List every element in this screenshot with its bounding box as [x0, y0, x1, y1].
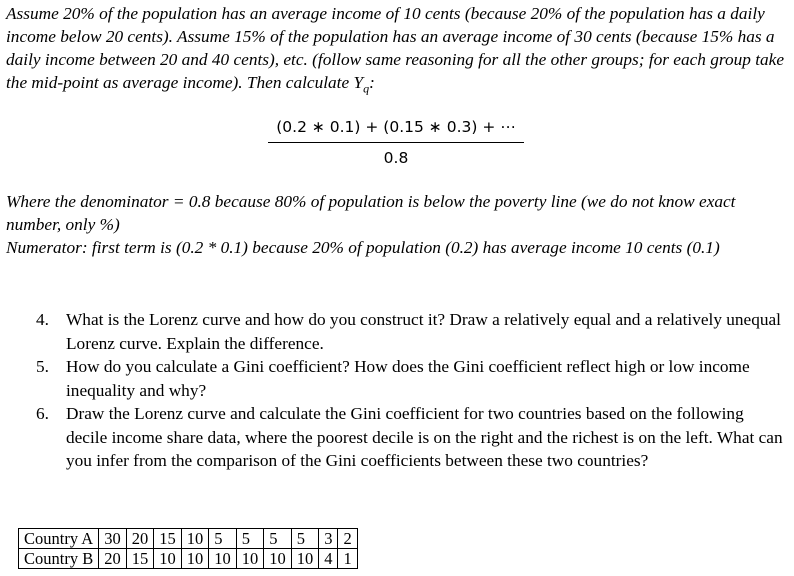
table-cell: 15 [126, 549, 154, 569]
intro-paragraph [6, 2, 794, 100]
intro-suffix: : [369, 73, 375, 92]
question-4 [36, 308, 786, 355]
table-row [19, 549, 358, 569]
intro-text: Assume 20% of the population has an average income of 10 cents (because 20% of the population has a daily income below 20 cents). Assume 15% of the population has an average income of 30 cents (because 15% has a daily income between 20 and 40 cents), etc. (follow same reasoning for all the other groups; for each group take the mid-point as average income). Then calculate Y [6, 4, 785, 92]
notes [6, 190, 786, 259]
question-text: What is the Lorenz curve and how do you construct it? Draw a relatively equal and a relatively unequal Lorenz curve. Explain the difference. [66, 310, 781, 353]
table-cell: 10 [264, 549, 292, 569]
formula [268, 118, 524, 167]
question-list [36, 308, 786, 473]
table-cell: 2 [338, 529, 357, 549]
table-cell: 5 [209, 529, 237, 549]
table-cell: 10 [209, 549, 237, 569]
table-row [19, 529, 358, 549]
row-label: Country B [19, 549, 99, 569]
question-number: 4. [36, 310, 49, 329]
table-cell: 5 [264, 529, 292, 549]
row-label: Country A [19, 529, 99, 549]
table-cell: 4 [319, 549, 338, 569]
table-cell: 10 [181, 529, 209, 549]
question-number: 5. [36, 357, 49, 376]
table-cell: 5 [291, 529, 319, 549]
decile-share-table [18, 528, 358, 569]
intro-subscript: q [363, 81, 370, 96]
table-cell: 10 [181, 549, 209, 569]
table-cell: 15 [154, 529, 182, 549]
table-cell: 3 [319, 529, 338, 549]
table-cell: 5 [236, 529, 264, 549]
table-cell: 20 [126, 529, 154, 549]
question-5 [36, 355, 786, 402]
table-cell: 1 [338, 549, 357, 569]
table-cell: 10 [291, 549, 319, 569]
table-cell: 20 [99, 549, 127, 569]
question-number: 6. [36, 404, 49, 423]
formula-numerator: (0.2 ∗ 0.1) + (0.15 ∗ 0.3) + ⋯ [268, 118, 524, 143]
table-cell: 10 [236, 549, 264, 569]
question-6 [36, 402, 786, 473]
formula-denominator: 0.8 [383, 149, 409, 167]
table-cell: 10 [154, 549, 182, 569]
table-cell: 30 [99, 529, 127, 549]
question-text: Draw the Lorenz curve and calculate the Gini coefficient for two countries based on the following decile income share data, where the poorest decile is on the right and the richest is on the left. What can you infer from the comparison of the Gini coefficients between these two countries? [66, 404, 783, 470]
note-denominator: Where the denominator = 0.8 because 80% of population is below the poverty line (we do not know exact number, only %) [6, 192, 736, 234]
question-text: How do you calculate a Gini coefficient? How does the Gini coefficient reflect high or low income inequality and why? [66, 357, 750, 400]
note-numerator: Numerator: first term is (0.2 * 0.1) because 20% of population (0.2) has average income 10 cents (0.1) [6, 238, 720, 257]
